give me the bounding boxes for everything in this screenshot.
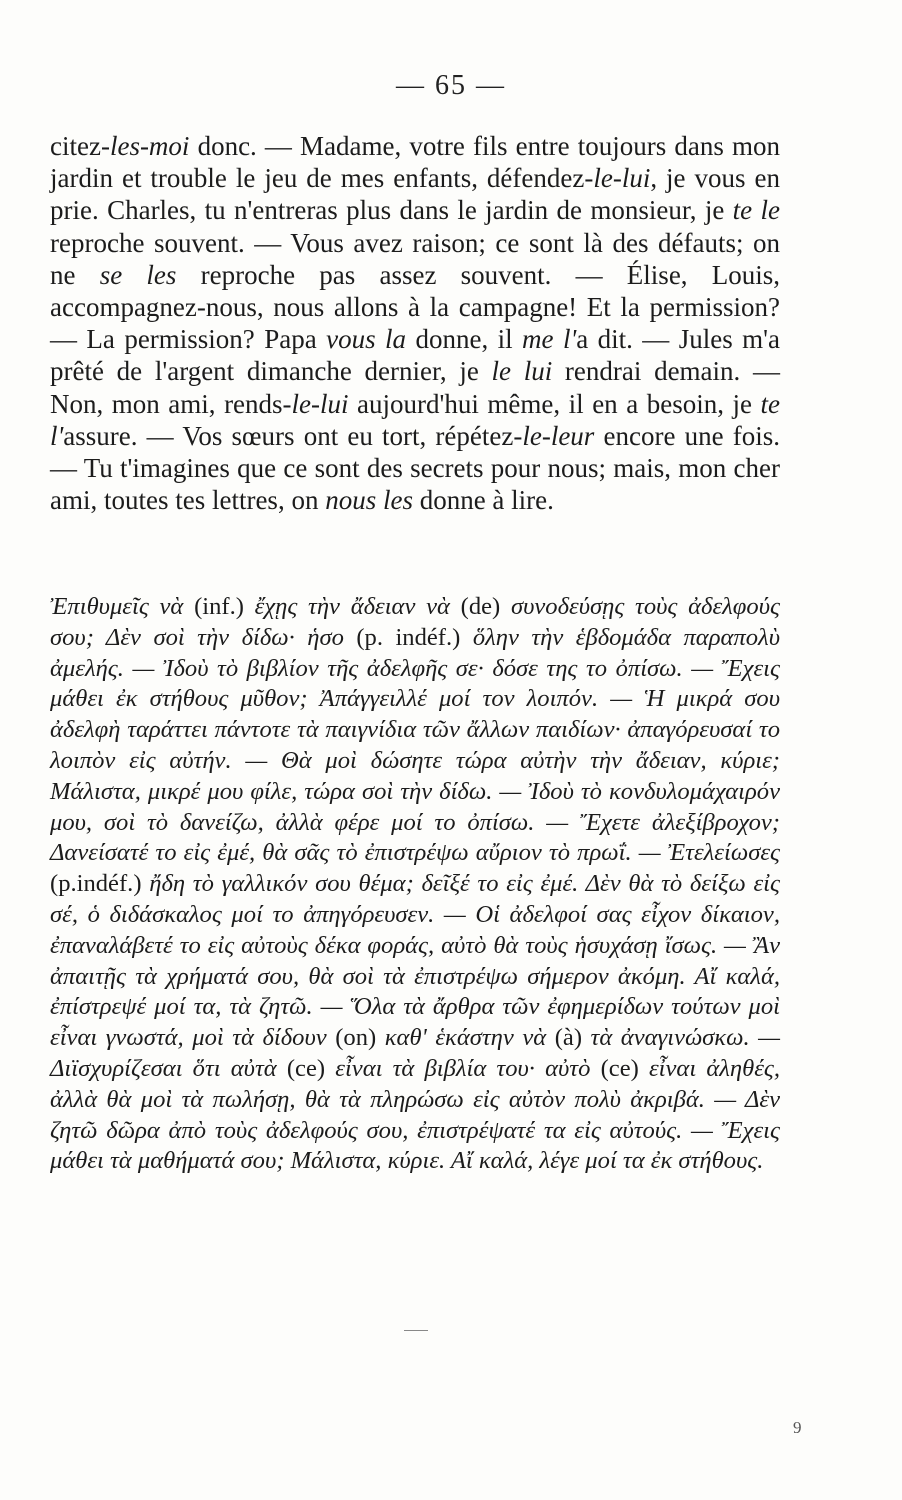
text-run: rendrai demain. — Non, mon ami, rends- [50, 356, 780, 419]
italic-pronoun: se les [99, 259, 177, 290]
text-run: donne à lire. [412, 485, 554, 516]
italic-pronoun: me l' [522, 324, 577, 355]
french-annotation: (p.indéf.) [50, 870, 142, 898]
italic-pronoun: te l' [50, 388, 780, 451]
greek-text-run: εἶναι ἀληθές, ἀλλὰ θὰ μοὶ τὰ πωλήσῃ, θὰ τὰ πληρώσω εἰς αὐτὸν πολὺ ἀκριβά. — Δὲν ζητῶ δῶρα ἀπὸ τοὺς ἀδελφούς σου, ἐπιστρέψατέ τα εἰς αὐτούς. — Ἔχεις μάθει τὰ μαθήματά σου; Μάλιστα, κύριε. Αἴ καλά, λέγε μοί τα ἐκ στήθους. [50, 1054, 781, 1175]
text-run: a dit. — Jules m'a prêté de l'argent dimanche dernier, je [50, 324, 780, 387]
italic-pronoun: le-leur [522, 420, 595, 451]
greek-text-run: Ἐπιθυμεῖς νὰ [50, 593, 195, 620]
text-run: donne, il [406, 324, 523, 355]
greek-text-run: τὰ ἀναγινώσκω. — Διϊσχυρίζεσαι ὅτι αὐτὰ [50, 1024, 780, 1082]
italic-pronoun: nous les [325, 485, 413, 516]
french-annotation: (inf.) [194, 593, 244, 620]
greek-text-run: ὅλην τὴν ἑβδομάδα παραπολὺ ἀμελής. — Ἰδοὺ τὸ βιβλίον τῆς ἀδελφῆς σε· δόσε της το ὀπίσω. — Ἔχεις μάθει ἐκ στήθους μῦθον; Ἀπάγγειλλέ μοί τον λοιπόν. — Ἡ μικρά σου ἀδελφὴ ταράττει πάντοτε τὰ παιγνίδια τῶν ἄλλων παιδίων· ἀπαγόρευσαί το λοιπὸν εἰς αὐτήν. — Θὰ μοὶ δώσητε τώρα αὐτὴν τὴν ἄδειαν, κύριε; Μάλιστα, μικρέ μου φίλε, τώρα σοὶ τὴν δίδω. — Ἰδοὺ τὸ κονδυλομάχαιρόν μου, σοὶ τὸ δανείζω, ἀλλὰ φέρε μοί το ὀπίσω. — Ἔχετε ἀλεξίβροχον; Δανείσατέ το εἰς ἐμέ, θὰ σᾶς τὸ ἐπιστρέψω αὔριον τὸ πρωΐ. — Ἐτελείωσες [50, 623, 780, 867]
text-run: reproche souvent. — Vous avez raison; ce sont là des défauts; on ne [50, 227, 780, 290]
french-paragraph [50, 130, 780, 516]
greek-text-run: ἤδη τὸ γαλλικόν σου θέμα; δεῖξέ το εἰς ἐμέ. Δὲν θὰ τὸ δείξω εἰς σέ, ὁ διδάσκαλος μοί το ἀπηγόρευσεν. — Οἱ ἀδελφοί σας εἶχον δίκαιον, ἐπαναλάβετέ το εἰς αὐτοὺς δέκα φοράς, αὐτὸ θὰ τοὺς ἡσυχάσῃ ἴσως. — Ἂν ἀπαιτῇς τὰ χρήματά σου, θὰ σοὶ τὰ ἐπιστρέψω σήμερον ἀκόμη. Αἴ καλά, ἐπίστρεψέ μοί τα, τὰ ζητῶ. — Ὅλα τὰ ἄρθρα τῶν ἐφημερίδων τούτων μοὶ εἶναι γνωστά, μοὶ τὰ δίδουν [50, 870, 780, 1052]
greek-exercise-paragraph [50, 592, 780, 1177]
text-run: donc. — Madame, votre fils entre toujours dans mon jardin et trouble le jeu de mes enfants, défendez- [50, 131, 780, 194]
text-run: assure. — Vos sœurs ont eu tort, répétez- [63, 420, 523, 451]
french-annotation: (ce) [286, 1054, 326, 1082]
italic-pronoun: te le [732, 195, 780, 226]
text-run: aujourd'hui même, il en a besoin, je [348, 388, 761, 419]
french-annotation: (p. indéf.) [356, 623, 461, 651]
greek-text-run: καθ' ἑκάστην νὰ [376, 1024, 555, 1052]
italic-pronoun: vous la [326, 324, 407, 355]
italic-pronoun: le-lui [593, 163, 651, 194]
text-run: , je vous en prie. Charles, tu n'entreras plus dans le jardin de monsieur, je [50, 163, 780, 226]
end-rule [404, 1330, 428, 1331]
greek-text-run: εἶναι τὰ βιβλία του· αὐτὸ [325, 1054, 601, 1082]
signature-mark: 9 [793, 1418, 802, 1437]
page-number: — 65 — [396, 70, 506, 101]
greek-text-run: συνοδεύσῃς τοὺς ἀδελφούς σου; Δὲν σοὶ τὴν δίδω· ἡσο [50, 593, 780, 651]
text-run: reproche pas assez souvent. — Élise, Louis, accompagnez-nous, nous allons à la campagne! Et la permission? — La permission? Papa [50, 259, 781, 355]
italic-pronoun: le lui [491, 356, 553, 387]
french-annotation: (on) [335, 1024, 377, 1052]
text-run: citez- [50, 131, 110, 161]
french-annotation: (de) [460, 593, 501, 620]
french-annotation: (à) [554, 1024, 583, 1052]
greek-text-run: ἔχῃς τὴν ἄδειαν νὰ [243, 593, 461, 620]
text-run: encore une fois. — Tu t'imagines que ce sont des secrets pour nous; mais, mon cher ami, toutes tes lettres, on [50, 420, 780, 516]
french-annotation: (ce) [600, 1054, 639, 1082]
italic-pronoun: les-moi [109, 131, 190, 161]
italic-pronoun: le-lui [291, 388, 349, 419]
